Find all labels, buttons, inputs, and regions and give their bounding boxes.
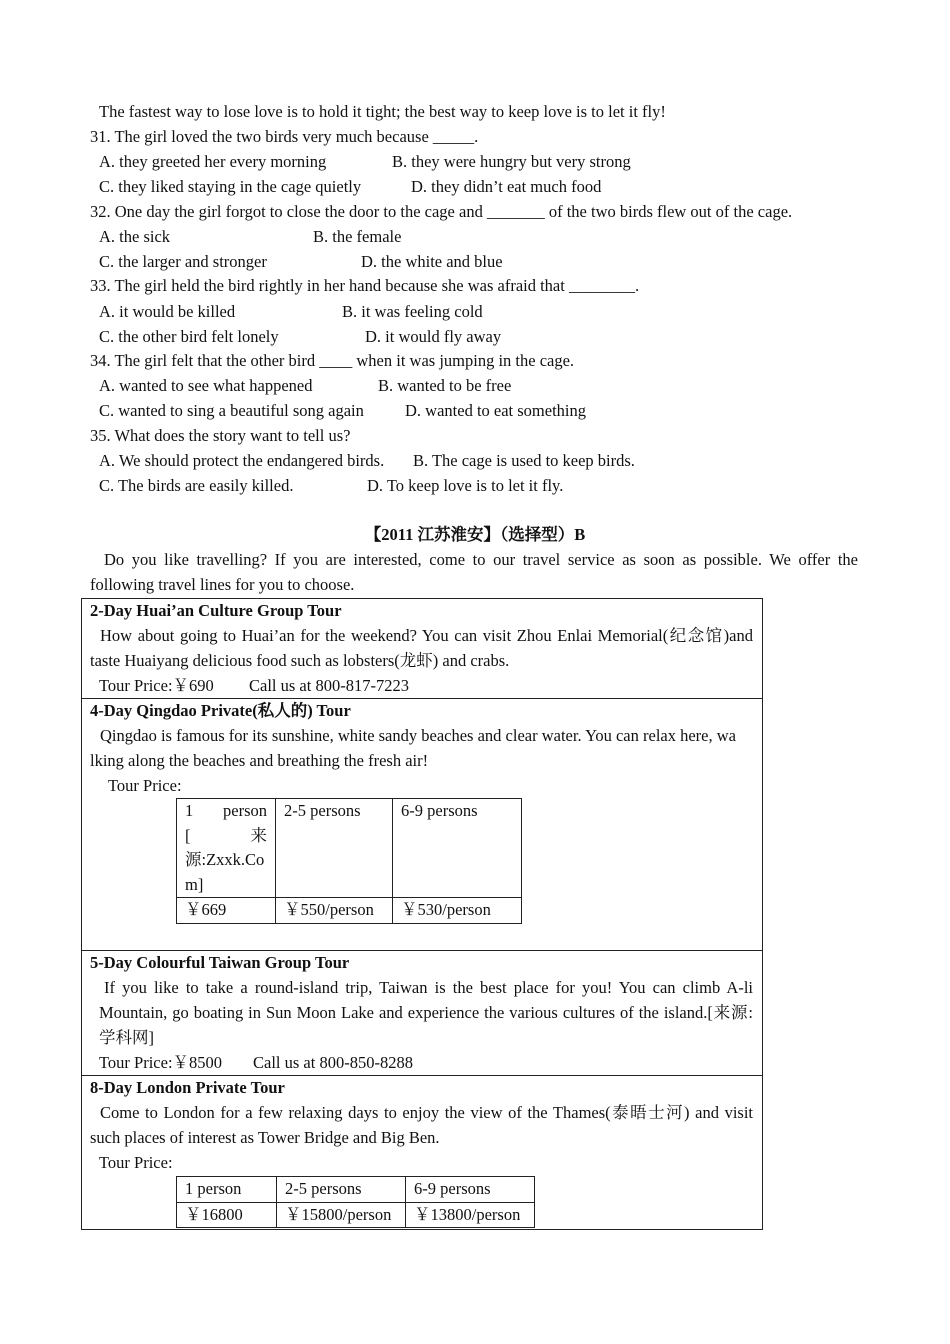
tour-qingdao-desc-line2: lking along the beaches and breathing the fresh air!	[90, 751, 429, 770]
question-34-option-b: B. wanted to be free	[378, 376, 512, 395]
table-cell: ￥669	[177, 898, 276, 924]
table-cell: 2-5 persons	[277, 1177, 406, 1203]
qingdao-price-table	[176, 798, 522, 924]
question-33-option-a: A. it would be killed	[99, 302, 236, 321]
question-33-stem: 33. The girl held the bird rightly in her hand because she was afraid that ________.	[90, 276, 640, 295]
table-cell: ￥550/person	[276, 898, 393, 924]
table-row	[177, 1202, 535, 1228]
tour-huaian-price: Tour Price:￥690	[99, 676, 214, 695]
question-34-option-d: D. wanted to eat something	[405, 401, 587, 420]
table-cell	[177, 799, 276, 898]
section-intro: Do you like travelling? If you are interested, come to our travel service as soon as possible. We offer the following travel lines for you to choose.	[90, 550, 858, 594]
tour-qingdao-title: 4-Day Qingdao Private(私人的) Tour	[90, 701, 351, 720]
table-row	[177, 898, 522, 924]
tour-taiwan-price: Tour Price:￥8500	[99, 1053, 223, 1072]
table-cell: 1 person	[177, 1177, 277, 1203]
question-33-option-d: D. it would fly away	[365, 327, 502, 346]
table-cell: 6-9 persons	[406, 1177, 535, 1203]
question-32-option-d: D. the white and blue	[361, 252, 503, 271]
tour-london-desc-line1: Come to London for a few relaxing days to enjoy the view of the Thames(泰晤士河) and visit	[100, 1103, 753, 1122]
question-35-stem: 35. What does the story want to tell us?	[90, 426, 351, 445]
question-35-option-a: A. We should protect the endangered birds.	[99, 451, 385, 470]
section-title: 【2011 江苏淮安】（选择型）B	[364, 525, 586, 544]
tour-london-title: 8-Day London Private Tour	[90, 1078, 285, 1097]
tour-huaian-desc-line2: taste Huaiyang delicious food such as lobsters(龙虾) and crabs.	[90, 651, 510, 670]
table-cell: 6-9 persons	[393, 799, 522, 898]
tour-taiwan-desc-line3: 学科网]	[99, 1028, 154, 1047]
question-32-option-a: A. the sick	[99, 227, 171, 246]
question-31-option-b: B. they were hungry but very strong	[392, 152, 631, 171]
table-cell-text: 来	[250, 825, 267, 845]
question-35-option-b: B. The cage is used to keep birds.	[413, 451, 635, 470]
question-31-option-a: A. they greeted her every morning	[99, 152, 327, 171]
table-cell-text: 源:Zxxk.Co	[185, 850, 265, 869]
london-price-table	[176, 1176, 535, 1228]
question-32-option-c: C. the larger and stronger	[99, 252, 267, 271]
table-cell-text: m]	[185, 874, 204, 894]
question-31-option-d: D. they didn’t eat much food	[411, 177, 602, 196]
tour-huaian-desc-line1: How about going to Huai’an for the weekend? You can visit Zhou Enlai Memorial(纪念馆)and	[100, 626, 753, 645]
tour-taiwan-desc-line1: If you like to take a round-island trip, Taiwan is the best place for you! You can climb A-li	[104, 978, 753, 997]
tour-taiwan-phone: Call us at 800-850-8288	[253, 1053, 413, 1072]
table-row	[177, 1177, 535, 1203]
table-cell-text: 1	[185, 801, 194, 820]
tour-qingdao-price-label: Tour Price:	[108, 776, 182, 795]
tour-london-desc-line2: such places of interest as Tower Bridge and Big Ben.	[90, 1128, 440, 1147]
tour-taiwan-title: 5-Day Colourful Taiwan Group Tour	[90, 953, 350, 972]
tour-huaian-phone: Call us at 800-817-7223	[249, 676, 409, 695]
question-33-option-c: C. the other bird felt lonely	[99, 327, 279, 346]
tour-taiwan-desc-line2: Mountain, go boating in Sun Moon Lake and experience the various cultures of the island.[来源:	[99, 1003, 753, 1022]
divider	[81, 950, 762, 951]
table-cell-text: [	[185, 825, 191, 845]
table-cell: ￥15800/person	[277, 1202, 406, 1228]
question-34-option-c: C. wanted to sing a beautiful song again	[99, 401, 364, 420]
table-row	[177, 799, 522, 898]
question-33-option-b: B. it was feeling cold	[342, 302, 483, 321]
tour-london-price-label: Tour Price:	[99, 1153, 173, 1172]
question-34-option-a: A. wanted to see what happened	[99, 376, 313, 395]
table-cell: ￥16800	[177, 1202, 277, 1228]
tour-qingdao-desc-line1: Qingdao is famous for its sunshine, white sandy beaches and clear water. You can relax here, wa	[100, 726, 736, 745]
question-32-stem: 32. One day the girl forgot to close the door to the cage and _______ of the two birds flew out of the cage.	[90, 202, 793, 221]
divider	[81, 698, 762, 699]
question-35-option-d: D. To keep love is to let it fly.	[367, 476, 564, 495]
question-31-stem: 31. The girl loved the two birds very much because _____.	[90, 127, 479, 146]
divider	[81, 1075, 762, 1076]
table-cell: ￥530/person	[393, 898, 522, 924]
table-cell: 2-5 persons	[276, 799, 393, 898]
tour-huaian-title: 2-Day Huai’an Culture Group Tour	[90, 601, 342, 620]
question-35-option-c: C. The birds are easily killed.	[99, 476, 294, 495]
question-34-stem: 34. The girl felt that the other bird ____ when it was jumping in the cage.	[90, 351, 575, 370]
table-cell-text: person	[223, 801, 267, 820]
table-cell: ￥13800/person	[406, 1202, 535, 1228]
question-31-option-c: C. they liked staying in the cage quietly	[99, 177, 362, 196]
intro-line: The fastest way to lose love is to hold it tight; the best way to keep love is to let it fly!	[99, 102, 666, 121]
question-32-option-b: B. the female	[313, 227, 402, 246]
